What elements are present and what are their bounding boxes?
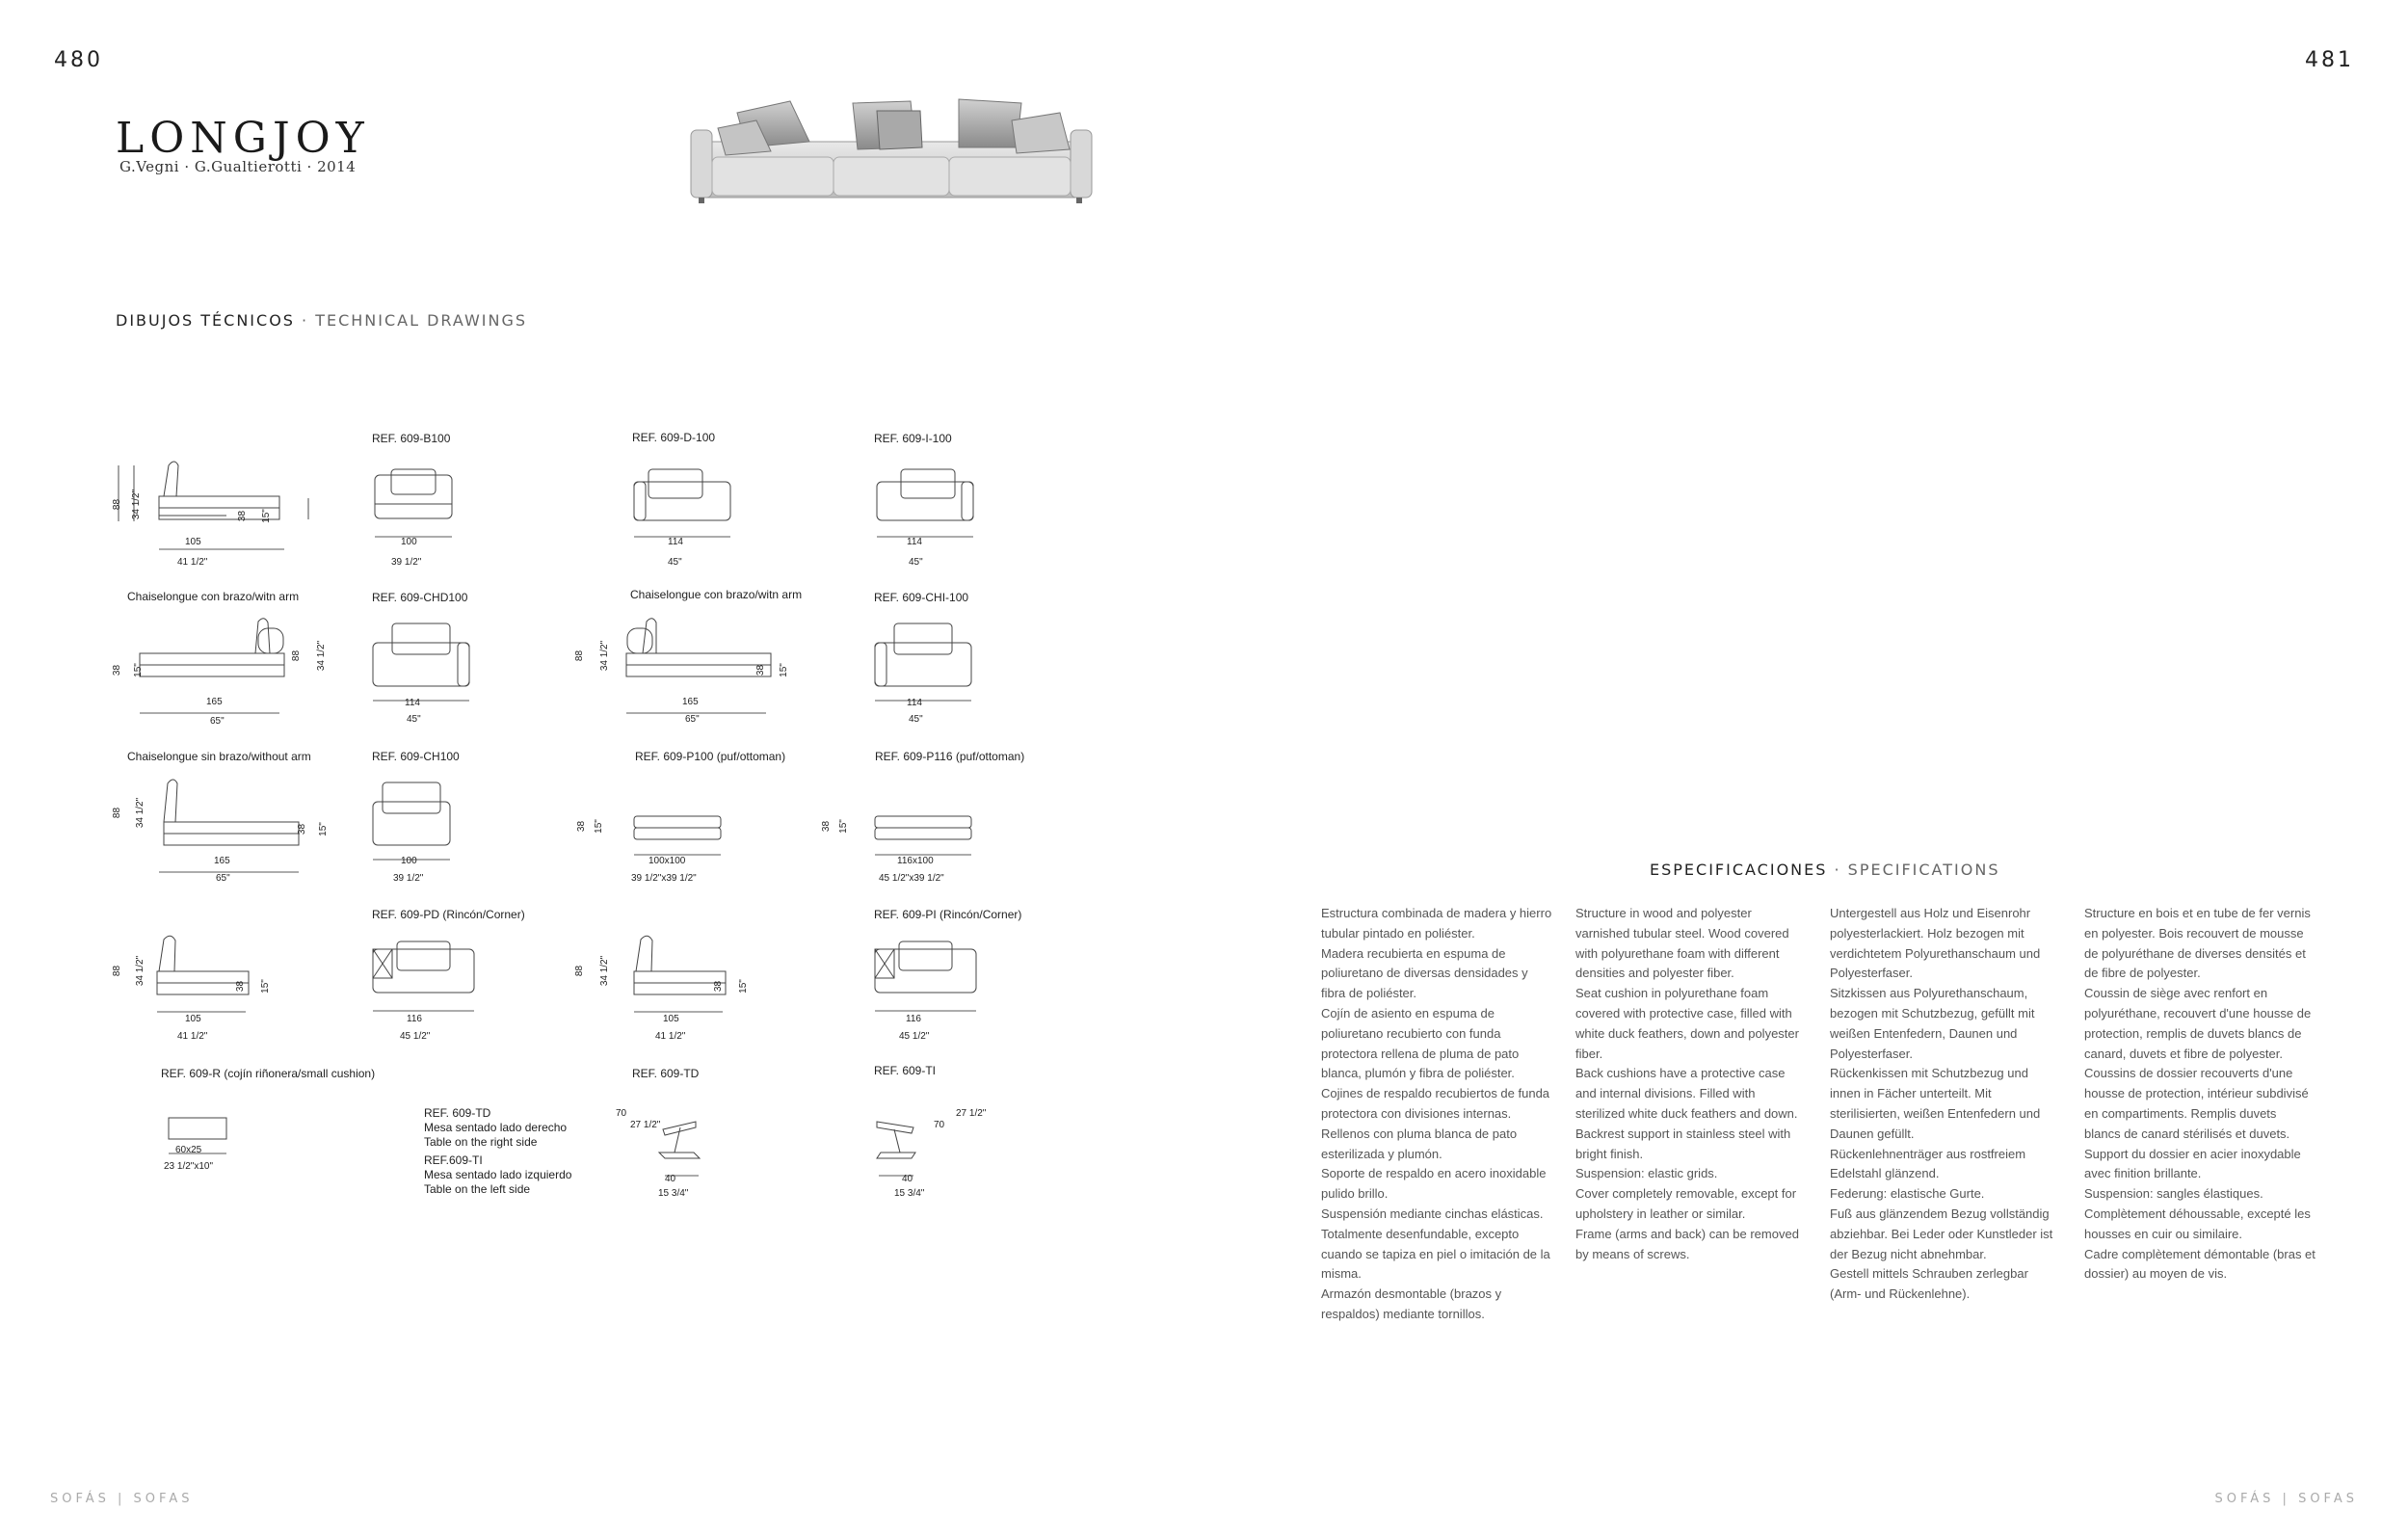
dim-width: 100x100 [648, 856, 686, 866]
ref-609-r: REF. 609-R (cojín riñonera/small cushion) [161, 1067, 376, 1080]
dim-width-inch: 45" [407, 714, 421, 725]
dim-width-inch: 65" [685, 714, 700, 725]
dim-width: 100 [401, 856, 417, 866]
dim-seat-height: 38 [112, 664, 123, 676]
dim-height: 38 [576, 820, 588, 833]
dim-width-inch: 39 1/2" [391, 557, 422, 568]
dim-width: 114 [668, 537, 683, 547]
dim-width: 100 [401, 537, 417, 547]
dim-width: 105 [663, 1014, 679, 1024]
technical-drawings-title: DIBUJOS TÉCNICOS · TECHNICAL DRAWINGS [116, 311, 528, 330]
dim-width-inch: 41 1/2" [177, 1031, 208, 1042]
dim-height: 88 [112, 965, 123, 977]
ref-609-d-100: REF. 609-D-100 [632, 431, 716, 444]
spec-column-fr: Structure en bois et en tube de fer vernis en polyester. Bois recouvert de mousse de polyuréthane de diverses densités et de fibre de polyester. Coussin de siège avec renfort en polyuréthane, recouvert d'une housse de protection, remplis de duvets blancs de canard, duvets et fibre de polyester. Coussins de dossier recouverts d'une housse de protection, intérieur subdivisé en compartiments. Remplis duvets blancs de canard stérilisés et duvets. Support du dossier en acier inoxydable avec finition brillante. Suspension: sangles élastiques. Complètement déhoussable, excepté les housses en cuir ou similaire. Cadre complètement démontable (bras et dossier) au moyen de vis. [2084, 906, 2315, 1282]
table-note-td-es: Mesa sentado lado derecho [424, 1121, 568, 1134]
ref-609-chd100: REF. 609-CHD100 [372, 591, 468, 604]
table-note-td-en: Table on the right side [424, 1135, 538, 1149]
ref-609-pi: REF. 609-PI (Rincón/Corner) [874, 908, 1022, 921]
corner-side-drawing [626, 935, 742, 1021]
dim-width: 40 [665, 1174, 676, 1184]
page-number-right: 481 [2305, 48, 2354, 72]
dim-width: 105 [185, 1014, 201, 1024]
dim-height: 88 [574, 965, 586, 977]
dim-height-inch: 34 1/2" [316, 640, 328, 672]
dim-seat-height-inch: 15" [132, 663, 144, 677]
product-name: LONGJOY [116, 114, 370, 163]
dim-seat-height: 38 [297, 823, 308, 835]
designers-credit: G.Vegni · G.Gualtierotti · 2014 [119, 158, 357, 175]
ref-609-pd: REF. 609-PD (Rincón/Corner) [372, 908, 525, 921]
table-note-ti-en: Table on the left side [424, 1182, 531, 1196]
dim-width-inch: 65" [216, 873, 230, 884]
dim-width-inch: 45" [668, 557, 682, 568]
dim-seat-height-inch: 15" [259, 979, 271, 994]
dim-height-inch: 27 1/2" [630, 1120, 661, 1130]
dim-height-inch: 34 1/2" [135, 797, 146, 829]
dim-width: 165 [206, 697, 223, 707]
spec-column-de: Untergestell aus Holz und Eisenrohr polyesterlackiert. Holz bezogen mit verdichtetem Polyurethanschaum und Polyesterfaser. Sitzkissen aus Polyurethanschaum, bezogen mit Schutzbezug, gefüllt mit weißen Entenfedern, Daunen und Polyesterfaser. Rückenkissen mit Schutzbezug und innen in Fächer unterteilt. Mit sterilisierten, weißen Entenfedern und Daunen gefüllt. Rückenlehnenträger aus rostfreiem Edelstahl glänzend. Federung: elastische Gurte. Fuß aus glänzendem Bezug vollständig abziehbar. Bei Leder oder Kunstleder ist der Bezug nicht abnehmbar. Gestell mittels Schrauben zerlegbar (Arm- und Rückenlehne). [1830, 906, 2053, 1302]
dim-width-inch: 65" [210, 716, 225, 727]
dim-width: 114 [405, 698, 420, 708]
dim-width-inch: 15 3/4" [658, 1188, 689, 1199]
dim-size: 60x25 [175, 1145, 202, 1155]
dim-height: 88 [112, 807, 123, 819]
dim-height: 70 [616, 1108, 627, 1119]
module-front-drawing [368, 622, 474, 703]
dim-width: 116 [906, 1014, 921, 1024]
dim-width-inch: 15 3/4" [894, 1188, 925, 1199]
dim-width: 114 [907, 698, 922, 708]
dim-size-inch: 23 1/2"x10" [164, 1161, 214, 1172]
dim-height-inch: 15" [837, 819, 849, 834]
dim-width: 165 [682, 697, 699, 707]
page-number-left: 480 [54, 48, 103, 72]
dim-height-inch: 34 1/2" [131, 489, 143, 520]
ref-609-i-100: REF. 609-I-100 [874, 432, 952, 445]
caption-chaiselongue-arm: Chaiselongue con brazo/witn arm [630, 588, 803, 601]
table-note-ref-td: REF. 609-TD [424, 1106, 491, 1120]
corner-module-drawing [870, 940, 986, 1017]
dim-seat-height-inch: 15" [317, 822, 329, 836]
corner-side-drawing [149, 935, 265, 1021]
dim-height-inch: 27 1/2" [956, 1108, 987, 1119]
chaiselongue-arm-side-drawing [622, 617, 795, 723]
dim-height: 88 [291, 649, 303, 662]
dim-height: 38 [821, 820, 833, 833]
dim-width-inch: 45 1/2" [899, 1031, 930, 1042]
dim-width: 116 [407, 1014, 422, 1024]
module-front-drawing [870, 622, 976, 703]
dim-height: 70 [934, 1120, 945, 1130]
ref-609-ti: REF. 609-TI [874, 1064, 937, 1077]
footer-left: SOFÁS | SOFAS [50, 1492, 194, 1506]
dim-width-inch: 39 1/2"x39 1/2" [631, 873, 697, 884]
ref-609-td: REF. 609-TD [632, 1067, 700, 1080]
spec-column-en: Structure in wood and polyester varnished tubular steel. Wood covered with polyurethane foam with different densities and polyester fiber. Seat cushion in polyurethane foam covered with protective case, filled with white duck feathers, down and polyester fiber. Back cushions have a protective case and internal divisions. Filled with sterilized white duck feathers and down. Backrest support in stainless steel with bright finish. Suspension: elastic grids. Cover completely removable, except for upholstery in leather or similar. Frame (arms and back) can be removed by means of screws. [1575, 906, 1799, 1261]
ref-609-p116: REF. 609-P116 (puf/ottoman) [875, 750, 1025, 763]
dim-seat-height-inch: 15" [737, 979, 749, 994]
table-note [424, 1106, 571, 1197]
dim-width: 105 [185, 537, 201, 547]
dim-seat-height: 38 [237, 510, 249, 522]
dim-width-inch: 45" [909, 557, 923, 568]
dim-height: 88 [112, 498, 123, 511]
chaiselongue-arm-side-drawing [132, 617, 337, 723]
dim-width-inch: 39 1/2" [393, 873, 424, 884]
ref-609-chi-100: REF. 609-CHI-100 [874, 591, 969, 604]
dim-seat-height: 38 [713, 980, 725, 993]
dim-width-inch: 45 1/2"x39 1/2" [879, 873, 944, 884]
dim-width-inch: 41 1/2" [655, 1031, 686, 1042]
module-front-drawing [629, 467, 735, 544]
dim-width: 165 [214, 856, 230, 866]
dim-width-inch: 41 1/2" [177, 557, 208, 568]
dim-height-inch: 34 1/2" [135, 955, 146, 987]
module-front-drawing [370, 467, 457, 544]
footer-right: SOFÁS | SOFAS [2214, 1492, 2358, 1506]
dim-seat-height: 38 [235, 980, 247, 993]
dim-width: 114 [907, 537, 922, 547]
dim-seat-height-inch: 15" [260, 509, 272, 523]
dim-width: 40 [902, 1174, 913, 1184]
dim-height: 88 [574, 649, 586, 662]
dim-width: 116x100 [897, 856, 934, 866]
ref-609-ch100: REF. 609-CH100 [372, 750, 460, 763]
table-note-ref-ti: REF.609-TI [424, 1153, 483, 1167]
dim-height-inch: 34 1/2" [599, 640, 611, 672]
dim-height-inch: 15" [593, 819, 604, 834]
specifications-title: ESPECIFICACIONES · SPECIFICATIONS [1650, 861, 2000, 879]
module-front-drawing [872, 467, 978, 544]
dim-height-inch: 34 1/2" [599, 955, 611, 987]
sofa-photo [679, 92, 1103, 207]
ref-609-p100: REF. 609-P100 (puf/ottoman) [635, 750, 786, 763]
dim-seat-height-inch: 15" [778, 663, 789, 677]
caption-chaiselongue-noarm: Chaiselongue sin brazo/without arm [127, 750, 311, 763]
spec-column-es: Estructura combinada de madera y hierro tubular pintado en poliéster. Madera recubierta en espuma de poliuretano de diversas densidades y fibra de poliéster. Cojín de asiento en espuma de poliuretano recubierto con funda protectora rellena de pluma de pato blanca, plumón y fibra de poliéster. Cojines de respaldo recubiertos de funda protectora con divisiones internas. Rellenos con pluma blanca de pato esterilizada y plumón. Soporte de respaldo en acero inoxidable pulido brillo. Suspensión mediante cinchas elásticas. Totalmente desenfundable, excepto cuando se tapiza en piel o imitación de la misma. Armazón desmontable (brazos y respaldos) mediante tornillos. [1321, 906, 1552, 1321]
table-note-ti-es: Mesa sentado lado izquierdo [424, 1168, 572, 1181]
dim-width-inch: 45" [909, 714, 923, 725]
dim-seat-height: 38 [755, 664, 767, 676]
caption-chaiselongue-arm: Chaiselongue con brazo/witn arm [127, 590, 300, 603]
module-front-drawing [368, 781, 455, 862]
dim-width-inch: 45 1/2" [400, 1031, 431, 1042]
corner-module-drawing [368, 940, 484, 1017]
ref-609-b100: REF. 609-B100 [372, 432, 451, 445]
